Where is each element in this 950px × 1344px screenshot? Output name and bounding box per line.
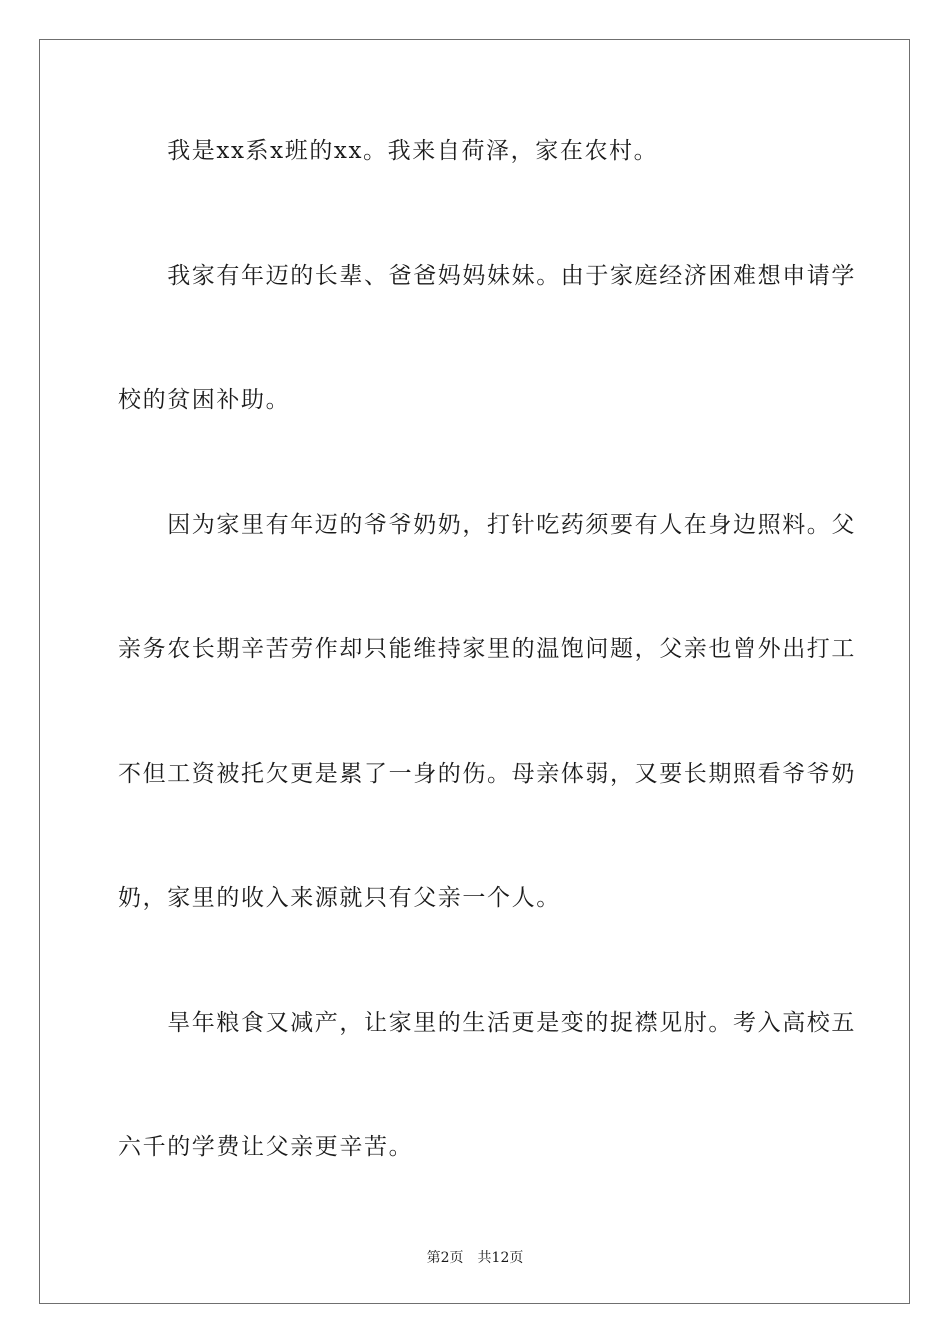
- text-line: 校的贫困补助。: [118, 387, 291, 413]
- page-number-footer: 第2页 共12页: [426, 1250, 524, 1266]
- text-line: 亲务农长期辛苦劳作却只能维持家里的温饱问题，父亲也曾外出打工: [118, 636, 856, 662]
- text-line: 旱年粮食又减产，让家里的生活更是变的捉襟见肘。考入高校五: [118, 1010, 856, 1036]
- text-line: 因为家里有年迈的爷爷奶奶，打针吃药须要有人在身边照料。父: [118, 512, 856, 538]
- text-line: 我家有年迈的长辈、爸爸妈妈妹妹。由于家庭经济困难想申请学: [118, 263, 856, 289]
- text-line: 不但工资被托欠更是累了一身的伤。母亲体弱，又要长期照看爷爷奶: [118, 761, 856, 787]
- page-border: [39, 39, 910, 1304]
- text-line: 六千的学费让父亲更辛苦。: [118, 1134, 414, 1160]
- text-line: 奶，家里的收入来源就只有父亲一个人。: [118, 885, 561, 911]
- text-line: 我是xx系x班的xx。我来自荷泽，家在农村。: [118, 138, 659, 164]
